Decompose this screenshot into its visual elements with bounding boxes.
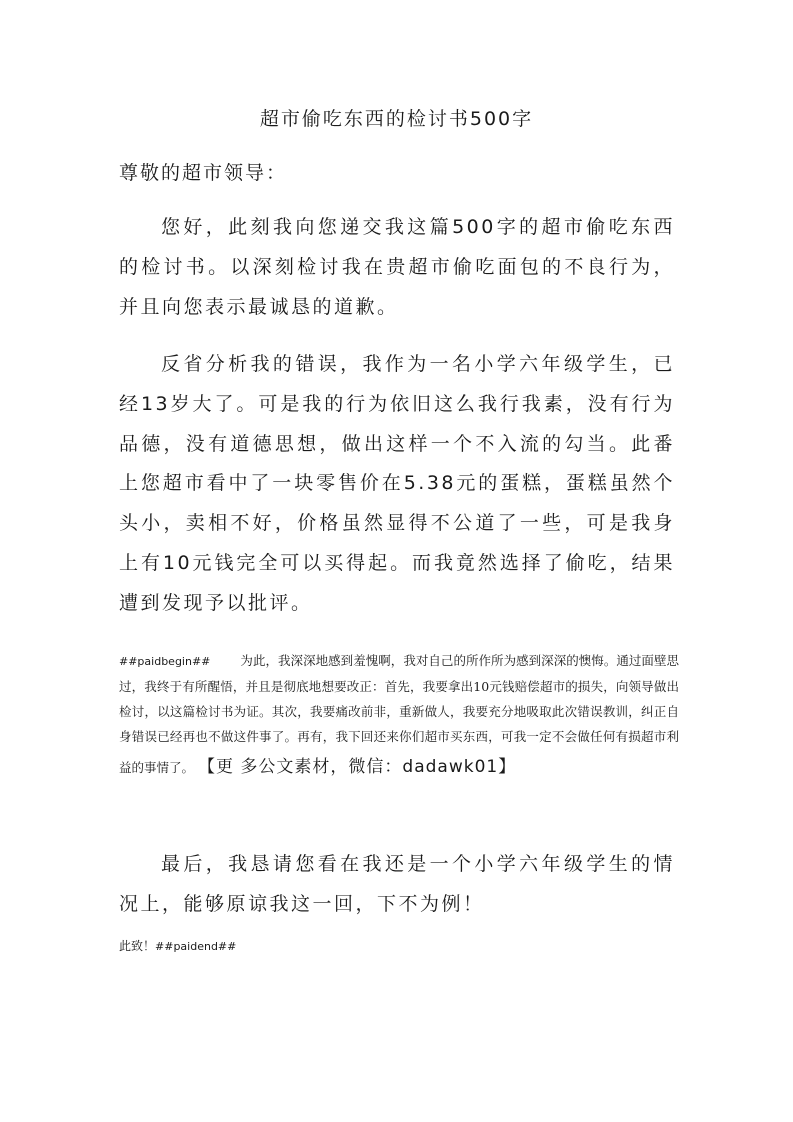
closing-line <box>119 937 236 954</box>
paid-end-marker: ##paidend## <box>155 940 237 953</box>
document-title: 超市偷吃东西的检讨书500字 <box>259 108 534 130</box>
promo-text: 【更 多公文素材，微信：dadawk01】 <box>198 757 517 777</box>
paragraph-reflection: 反省分析我的错误，我作为一名小学六年级学生，已经13岁大了。可是我的行为依旧这么我行我素，没有行为品德，没有道德思想，做出这样一个不入流的勾当。此番上您超市看中了一块零售价在5.38元的蛋糕，蛋糕虽然个头小，卖相不好，价格虽然显得不公道了一些，可是我身上有10元钱完全可以买得起。而我竟然选择了偷吃，结果遭到发现予以批评。 <box>119 353 675 614</box>
paid-begin-marker: ##paidbegin## <box>119 655 211 668</box>
paragraph-intro: 您好，此刻我向您递交我这篇500字的超市偷吃东西的检讨书。以深刻检讨我在贵超市偷吃面包的不良行为，并且向您表示最诚恳的道歉。 <box>119 216 675 318</box>
closing-text: 此致！ <box>119 939 156 953</box>
paid-paragraph-text: 为此，我深深地感到羞愧啊，我对自己的所作所为感到深深的懊悔。通过面壁思过，我终于有所醒悟，并且是彻底地想要改正：首先，我要拿出10元钱赔偿超市的损失，向领导做出检讨，以这篇检讨书为证。其次，我要痛改前非，重新做人，我要充分地吸取此次错误教训，纠正自身错误已经再也不做这件事了。再有，我下回还来你们超市买东西，可我一定不会做任何有损超市利益的事情了。 <box>119 653 679 775</box>
paragraph-paid <box>119 648 679 785</box>
paragraph-final: 最后，我恳请您看在我还是一个小学六年级学生的情况上，能够原谅我这一回，下不为例！ <box>119 853 675 915</box>
salutation: 尊敬的超市领导： <box>119 162 288 184</box>
